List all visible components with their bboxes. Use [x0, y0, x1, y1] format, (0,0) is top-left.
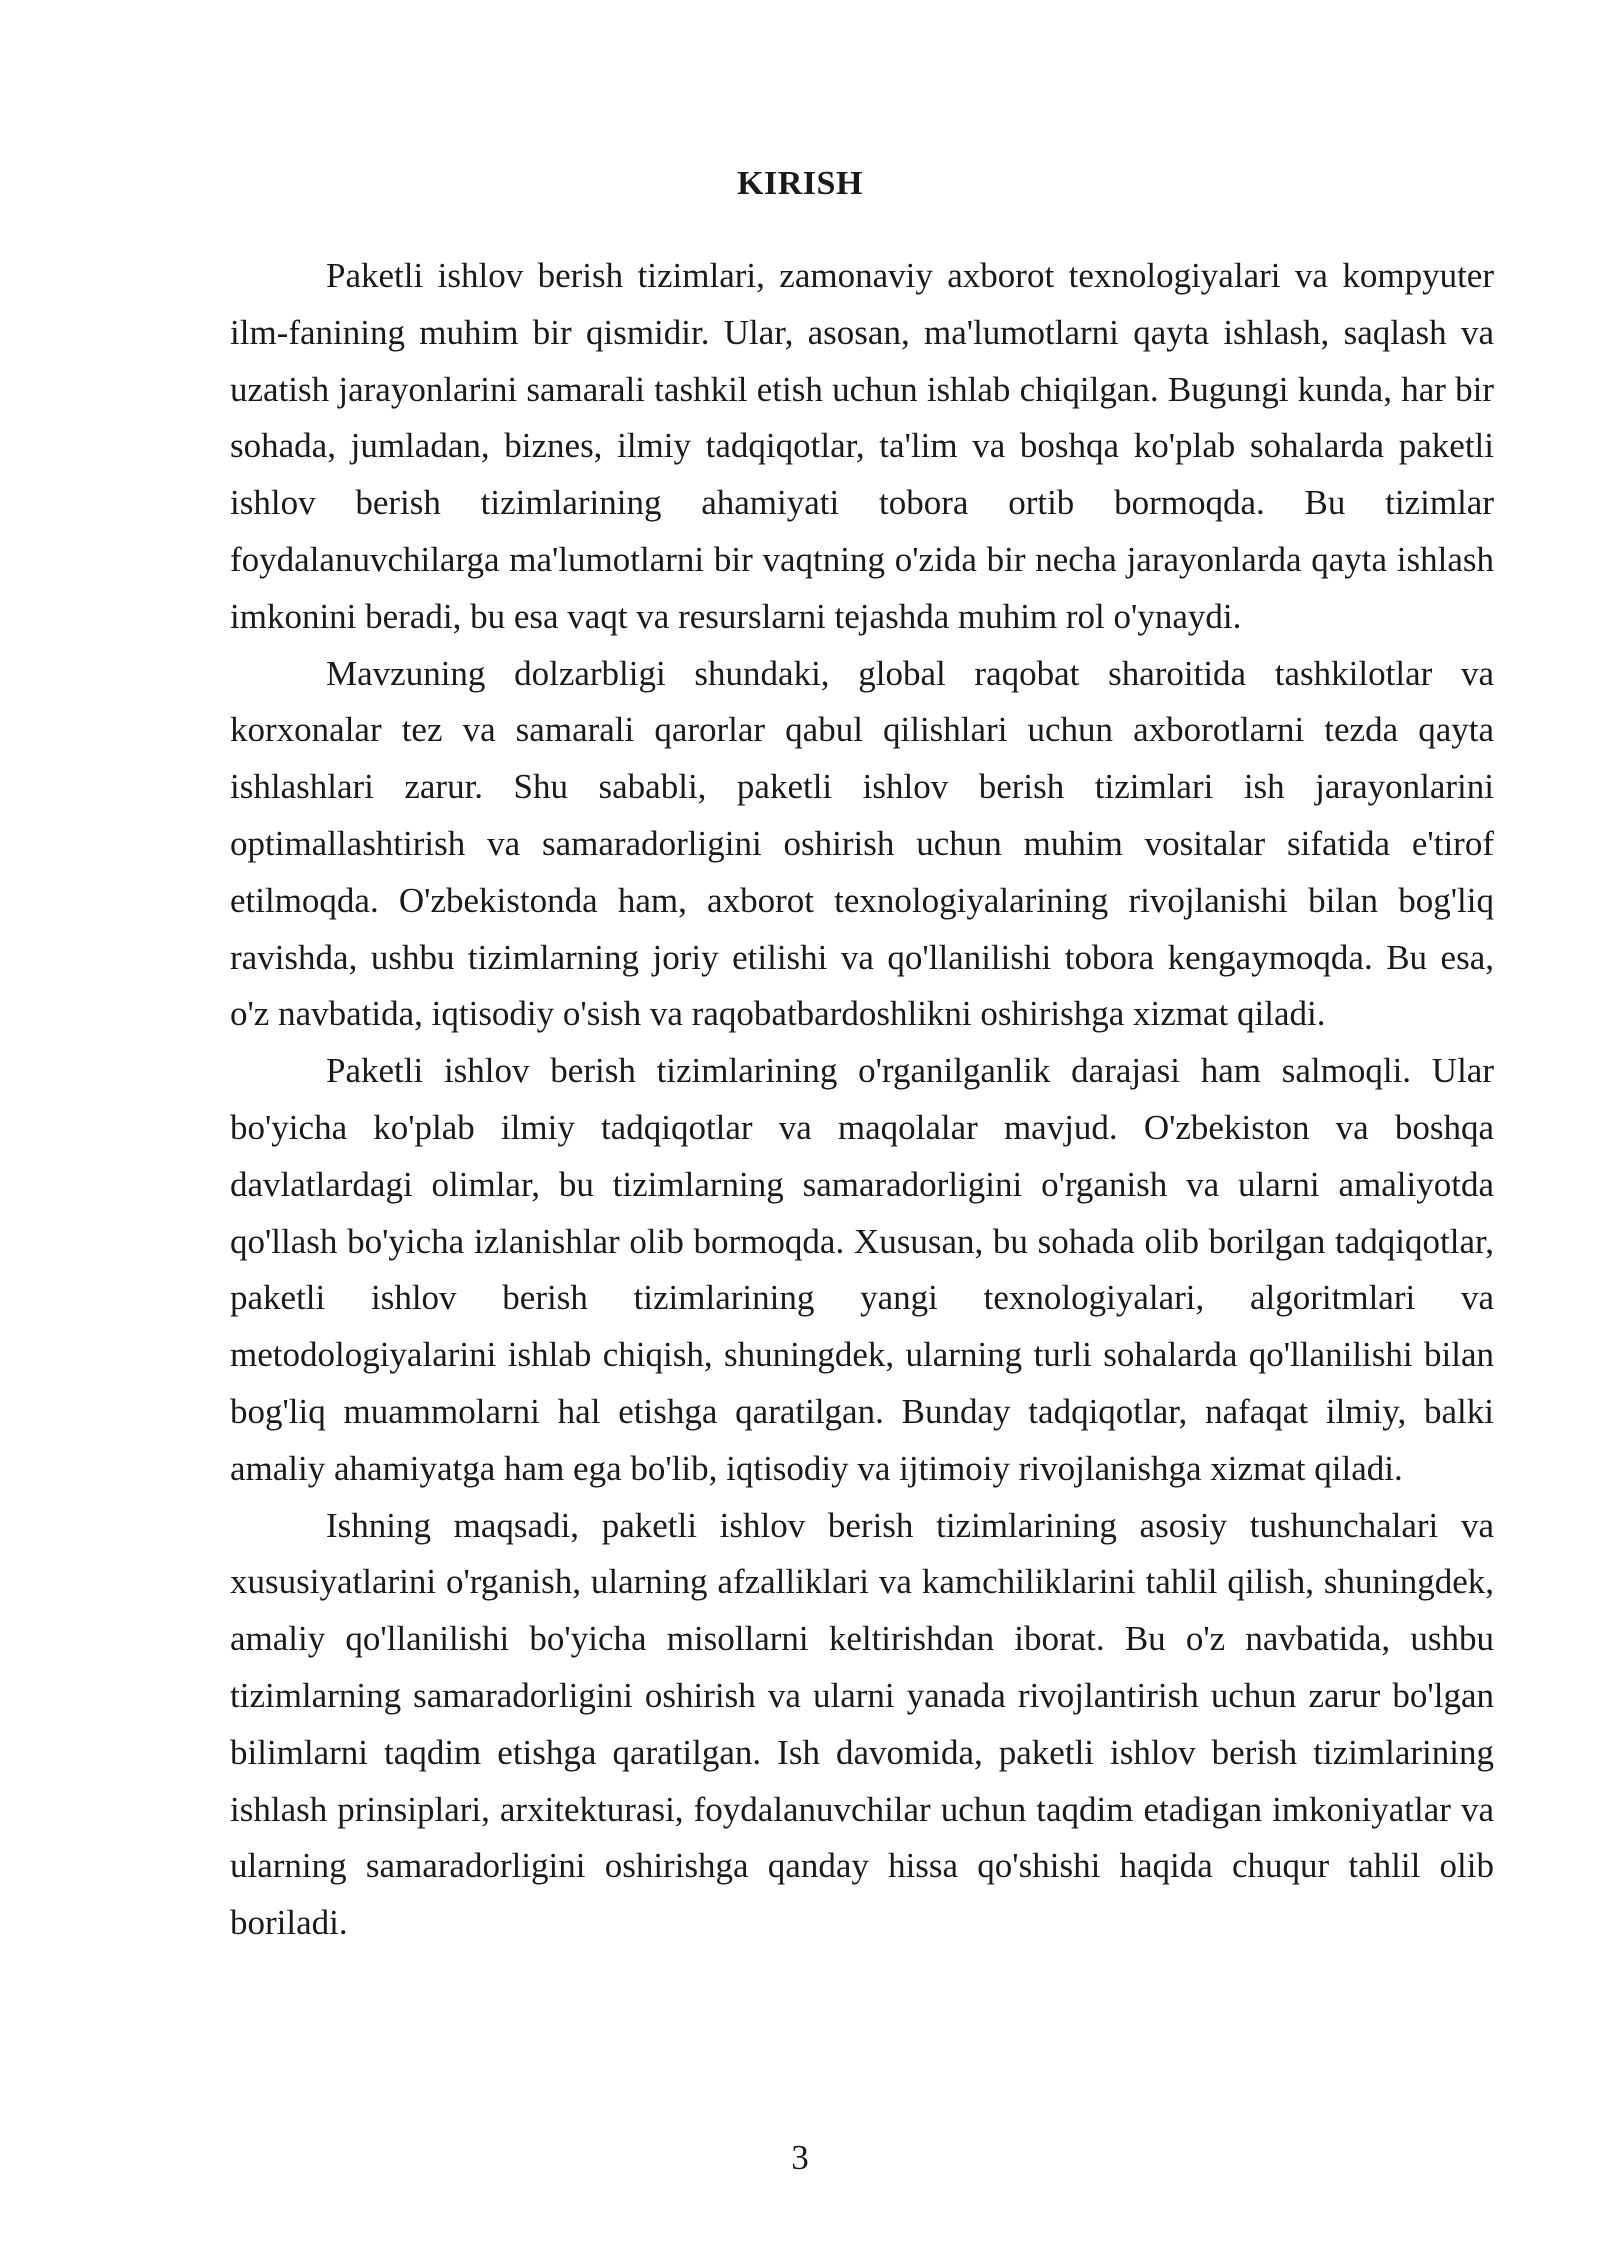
paragraph: Paketli ishlov berish tizimlarining o'rganilganlik darajasi ham salmoqli. Ular bo'yicha ko'plab ilmiy tadqiqotlar va maqolalar mavjud. O'zbekiston va boshqa davlatlardagi olimlar, bu tizimlarning samaradorligini o'rganish va ularni amaliyotda qo'llash bo'yicha izlanishlar olib bormoqda. Xususan, bu sohada olib borilgan tadqiqotlar, paketli ishlov berish tizimlarining yangi texnologiyalari, algoritmlari va metodologiyalarini ishlab chiqish, shuningdek, ularning turli sohalarda qo'llanilishi bilan bog'liq muammolarni hal etishga qaratilgan. Bunday tadqiqotlar, nafaqat ilmiy, balki amaliy ahamiyatga ham ega bo'lib, iqtisodiy va ijtimoiy rivojlanishga xizmat qiladi. [230, 1051, 1494, 1488]
page-number: 3 [791, 2138, 809, 2177]
paragraph: Ishning maqsadi, paketli ishlov berish tizimlarining asosiy tushunchalari va xususiyatlarini o'rganish, ularning afzalliklari va kamchiliklarini tahlil qilish, shuningdek, amaliy qo'llanilishi bo'yicha misollarni keltirishdan iborat. Bu o'z navbatida, ushbu tizimlarning samaradorligini oshirish va ularni yanada rivojlantirish uchun zarur bo'lgan bilimlarni taqdim etishga qaratilgan. Ish davomida, paketli ishlov berish tizimlarining ishlash prinsiplari, arxitekturasi, foydalanuvchilar uchun taqdim etadigan imkoniyatlar va ularning samaradorligini oshirishga qanday hissa qo'shishi haqida chuqur tahlil olib boriladi. [230, 1505, 1494, 1943]
paragraph: Mavzuning dolzarbligi shundaki, global raqobat sharoitida tashkilotlar va korxonalar tez va samarali qarorlar qabul qilishlari uchun axborotlarni tezda qayta ishlashlari zarur. Shu sababli, paketli ishlov berish tizimlari ish jarayonlarini optimallashtirish va samaradorligini oshirish uchun muhim vositalar sifatida e'tirof etilmoqda. O'zbekistonda ham, axborot texnologiyalarining rivojlanishi bilan bog'liq ravishda, ushbu tizimlarning joriy etilishi va qo'llanilishi tobora kengaymoqda. Bu esa, o'z navbatida, iqtisodiy o'sish va raqobatbardoshlikni oshirishga xizmat qiladi. [230, 653, 1494, 1034]
section-title: KIRISH [737, 165, 863, 202]
paragraph: Paketli ishlov berish tizimlari, zamonaviy axborot texnologiyalari va kompyuter ilm-fanining muhim bir qismidir. Ular, asosan, ma'lumotlarni qayta ishlash, saqlash va uzatish jarayonlarini samarali tashkil etish uchun ishlab chiqilgan. Bugungi kunda, har bir sohada, jumladan, biznes, ilmiy tadqiqotlar, ta'lim va boshqa ko'plab sohalarda paketli ishlov berish tizimlarining ahamiyati tobora ortib bormoqda. Bu tizimlar foydalanuvchilarga ma'lumotlarni bir vaqtning o'zida bir necha jarayonlarda qayta ishlash imkonini beradi, bu esa vaqt va resurslarni tejashda muhim rol o'ynaydi. [230, 256, 1494, 636]
body-text [230, 248, 1494, 1952]
